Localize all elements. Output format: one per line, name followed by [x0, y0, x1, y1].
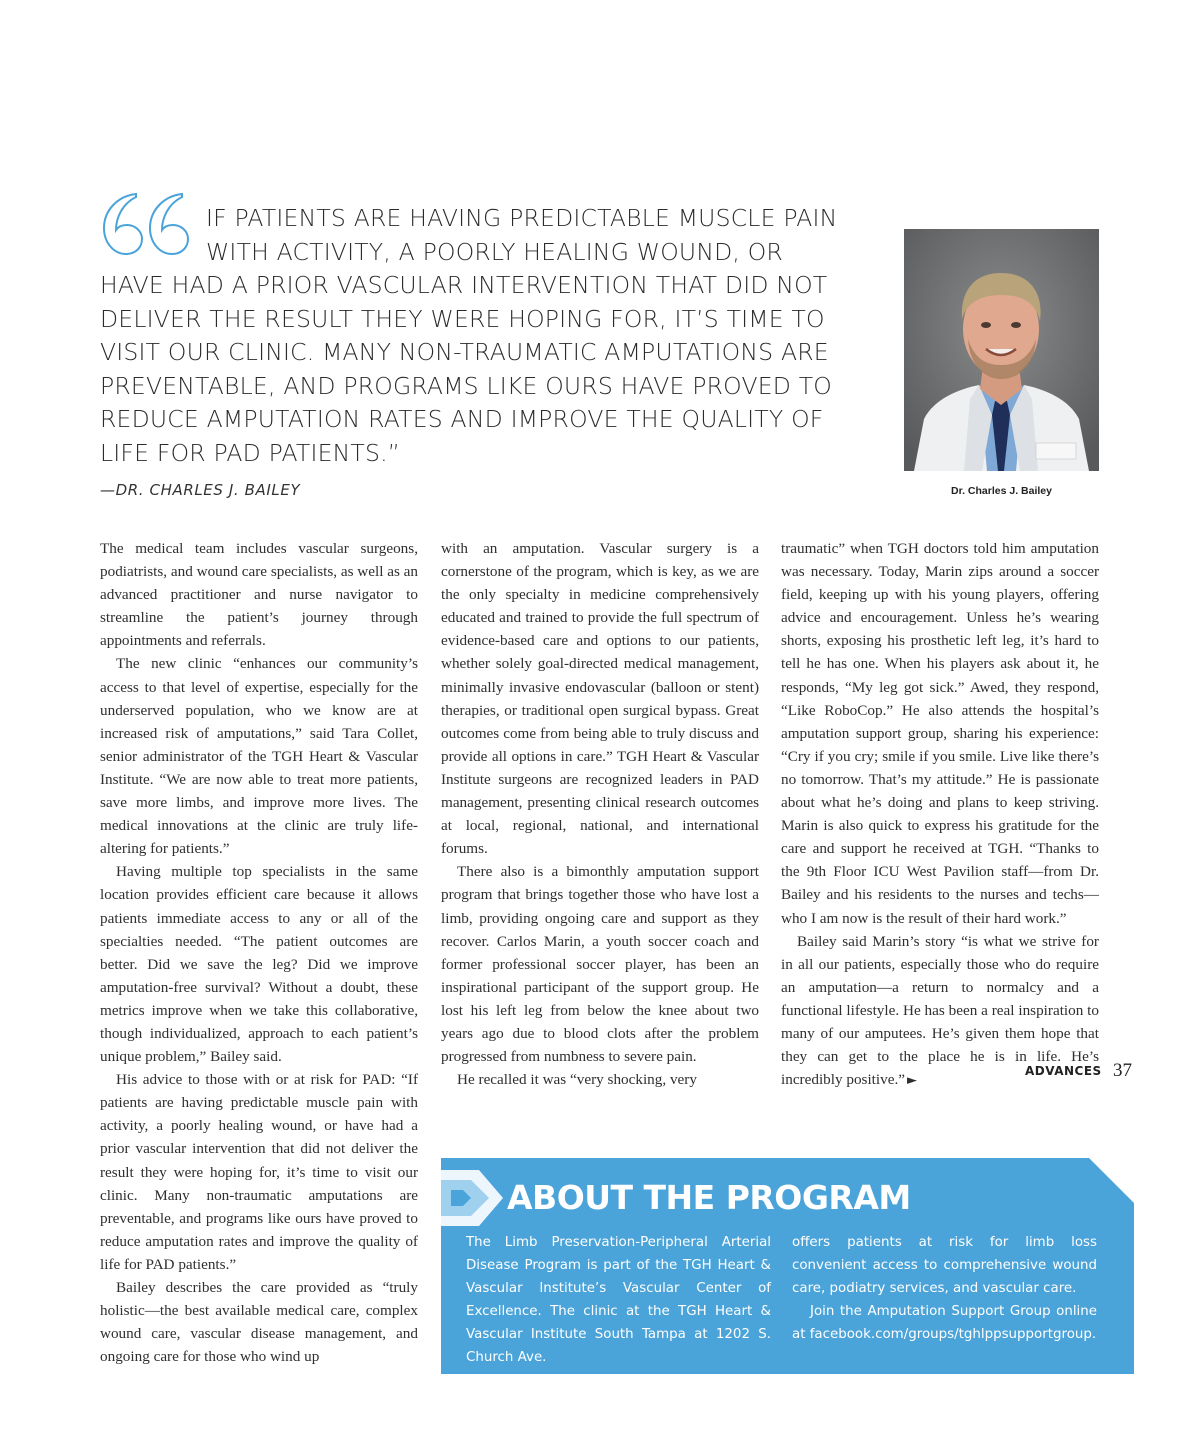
program-column-1 [466, 1231, 771, 1370]
program-paragraph: Join the Amputation Support Group online at facebook.com/groups/tghlppsupportgroup. [792, 1304, 1097, 1343]
article-column-3 [781, 537, 1099, 1092]
pull-quote-line: IF PATIENTS ARE HAVING PREDICTABLE MUSCLE PAIN [206, 204, 838, 232]
pull-quote-line: VISIT OUR CLINIC. MANY NON-TRAUMATIC AMPUTATIONS ARE [100, 338, 829, 366]
paragraph-text: Bailey said Marin’s story “is what we strive for in all our patients, especially those who do require an amputation—a return to normalcy and a functional lifestyle. He has been a real inspiration to many of our amputees. He’s given them hope that they can get to the place he is in life. He’s incredibly positive.” [781, 932, 1099, 1089]
paragraph: traumatic” when TGH doctors told him amputation was necessary. Today, Marin zips around a soccer field, keeping up with his young players, offering advice and encouragement. Unless he’s wearing shorts, exposing his prosthetic left leg, it’s hard to tell he has one. When his players ask about it, he responds, “My leg got sick.” Awed, they respond, “Like RoboCop.” He also attends the hospital’s amputation support group, sharing his experience: “Cry if you cry; smile if you smile. Live like there’s no tomorrow. That’s my attitude.” He is passionate about what he’s doing and plans to keep striving. Marin is also quick to express his gratitude for the care and support he received at TGH. “Thanks to the 9th Floor ICU West Pavilion staff—from Dr. Bailey and his residents to the nurses and techs—who I am now is the result of their hard work.” [781, 540, 1099, 927]
portrait-photo [904, 229, 1099, 471]
paragraph: The medical team includes vascular surgeons, podiatrists, and wound care specialists, as well as an advanced practitioner and nurse navigator to streamline the patient’s journey through appointments and referrals. [100, 540, 419, 650]
paragraph: Having multiple top specialists in the same location provides efficient care because it allows patients immediate access to any or all of the specialties needed. “The patient outcomes are better. Did we save the leg? Did we improve amputation-free survival? Without a doubt, these metrics improve when we take this collaborative, though individualized, approach to each patient’s unique problem,” Bailey said. [100, 863, 418, 1066]
pull-quote-line: LIFE FOR PAD PATIENTS.” [100, 438, 401, 467]
paragraph: His advice to those with or at risk for PAD: “If patients are having predictable muscle pain with activity, a poorly healing wound, or have had a prior vascular intervention that did not deliver the result they were hoping for, it’s time to visit our clinic. Many non-traumatic amputations are preventable, and programs like ours have proved to reduce amputation rates and improve the quality of life for PAD patients.” [100, 1071, 418, 1273]
pull-quote-line: PREVENTABLE, AND PROGRAMS LIKE OURS HAVE PROVED TO [100, 371, 832, 400]
end-of-story-icon: ► [907, 1073, 917, 1089]
quote-attribution: —DR. CHARLES J. BAILEY [100, 481, 301, 499]
about-program-box [441, 1158, 1134, 1374]
paragraph: The new clinic “enhances our community’s access to that level of expertise, especially for the underserved population, who we know are at increased risk of amputations,” said Tara Collet, senior administrator of the TGH Heart & Vascular Institute. “We are now able to treat more patients, save more limbs, and improve more lives. The medical innovations at the clinic are truly life-altering for patients.” [100, 655, 418, 858]
paragraph: He recalled it was “very shocking, very [457, 1071, 697, 1089]
pull-quote-line: HAVE HAD A PRIOR VASCULAR INTERVENTION THAT DID NOT [100, 271, 828, 299]
program-title: ABOUT THE PROGRAM [507, 1178, 911, 1217]
paragraph: Bailey describes the care provided as “truly holistic—the best available medical care, complex wound care, vascular disease management, and ongoing care for those who wind up [100, 1279, 418, 1366]
paragraph: There also is a bimonthly amputation support program that brings together those who have lost a limb, providing ongoing care and support as they recover. Carlos Marin, a youth soccer coach and former professional soccer player, has been an inspirational participant of the support group. He lost his left leg from below the knee about two years ago due to blood clots after the problem progressed from numbness to severe pain. [441, 863, 759, 1066]
program-column-2 [792, 1231, 1097, 1346]
program-paragraph: offers patients at risk for limb loss convenient access to comprehensive wound care, podiatry services, and vascular care. [792, 1235, 1097, 1297]
article-column-2 [441, 537, 759, 1091]
pull-quote-line: DELIVER THE RESULT THEY WERE HOPING FOR, IT’S TIME TO [100, 304, 825, 333]
magazine-name: ADVANCES [1025, 1064, 1102, 1078]
program-paragraph: The Limb Preservation-Peripheral Arterial Disease Program is part of the TGH Heart & Vascular Institute’s Vascular Center of Excellence. The clinic at the TGH Heart & Vascular Institute South Tampa at 1202 S. Church Ave. [466, 1235, 771, 1366]
pull-quote [100, 202, 860, 470]
page-number: 37 [1113, 1060, 1132, 1081]
pull-quote-line: WITH ACTIVITY, A POORLY HEALING WOUND, OR [206, 237, 783, 266]
article-column-1 [100, 537, 418, 1368]
paragraph: with an amputation. Vascular surgery is a cornerstone of the program, which is key, as we are the only specialty in medicine comprehensively educated and trained to provide the full spectrum of evidence-based care and options to our patients, whether solely goal-directed medical management, minimally invasive endovascular (balloon or stent) therapies, or traditional open surgical bypass. Great outcomes come from being able to truly discuss and provide all options in care.” TGH Heart & Vascular Institute surgeons are recognized leaders in PAD management, presenting clinical research outcomes at local, regional, national, and international forums. [441, 540, 759, 858]
photo-caption: Dr. Charles J. Bailey [951, 485, 1052, 497]
paragraph [781, 930, 1099, 1093]
pull-quote-line: REDUCE AMPUTATION RATES AND IMPROVE THE QUALITY OF [100, 405, 824, 433]
